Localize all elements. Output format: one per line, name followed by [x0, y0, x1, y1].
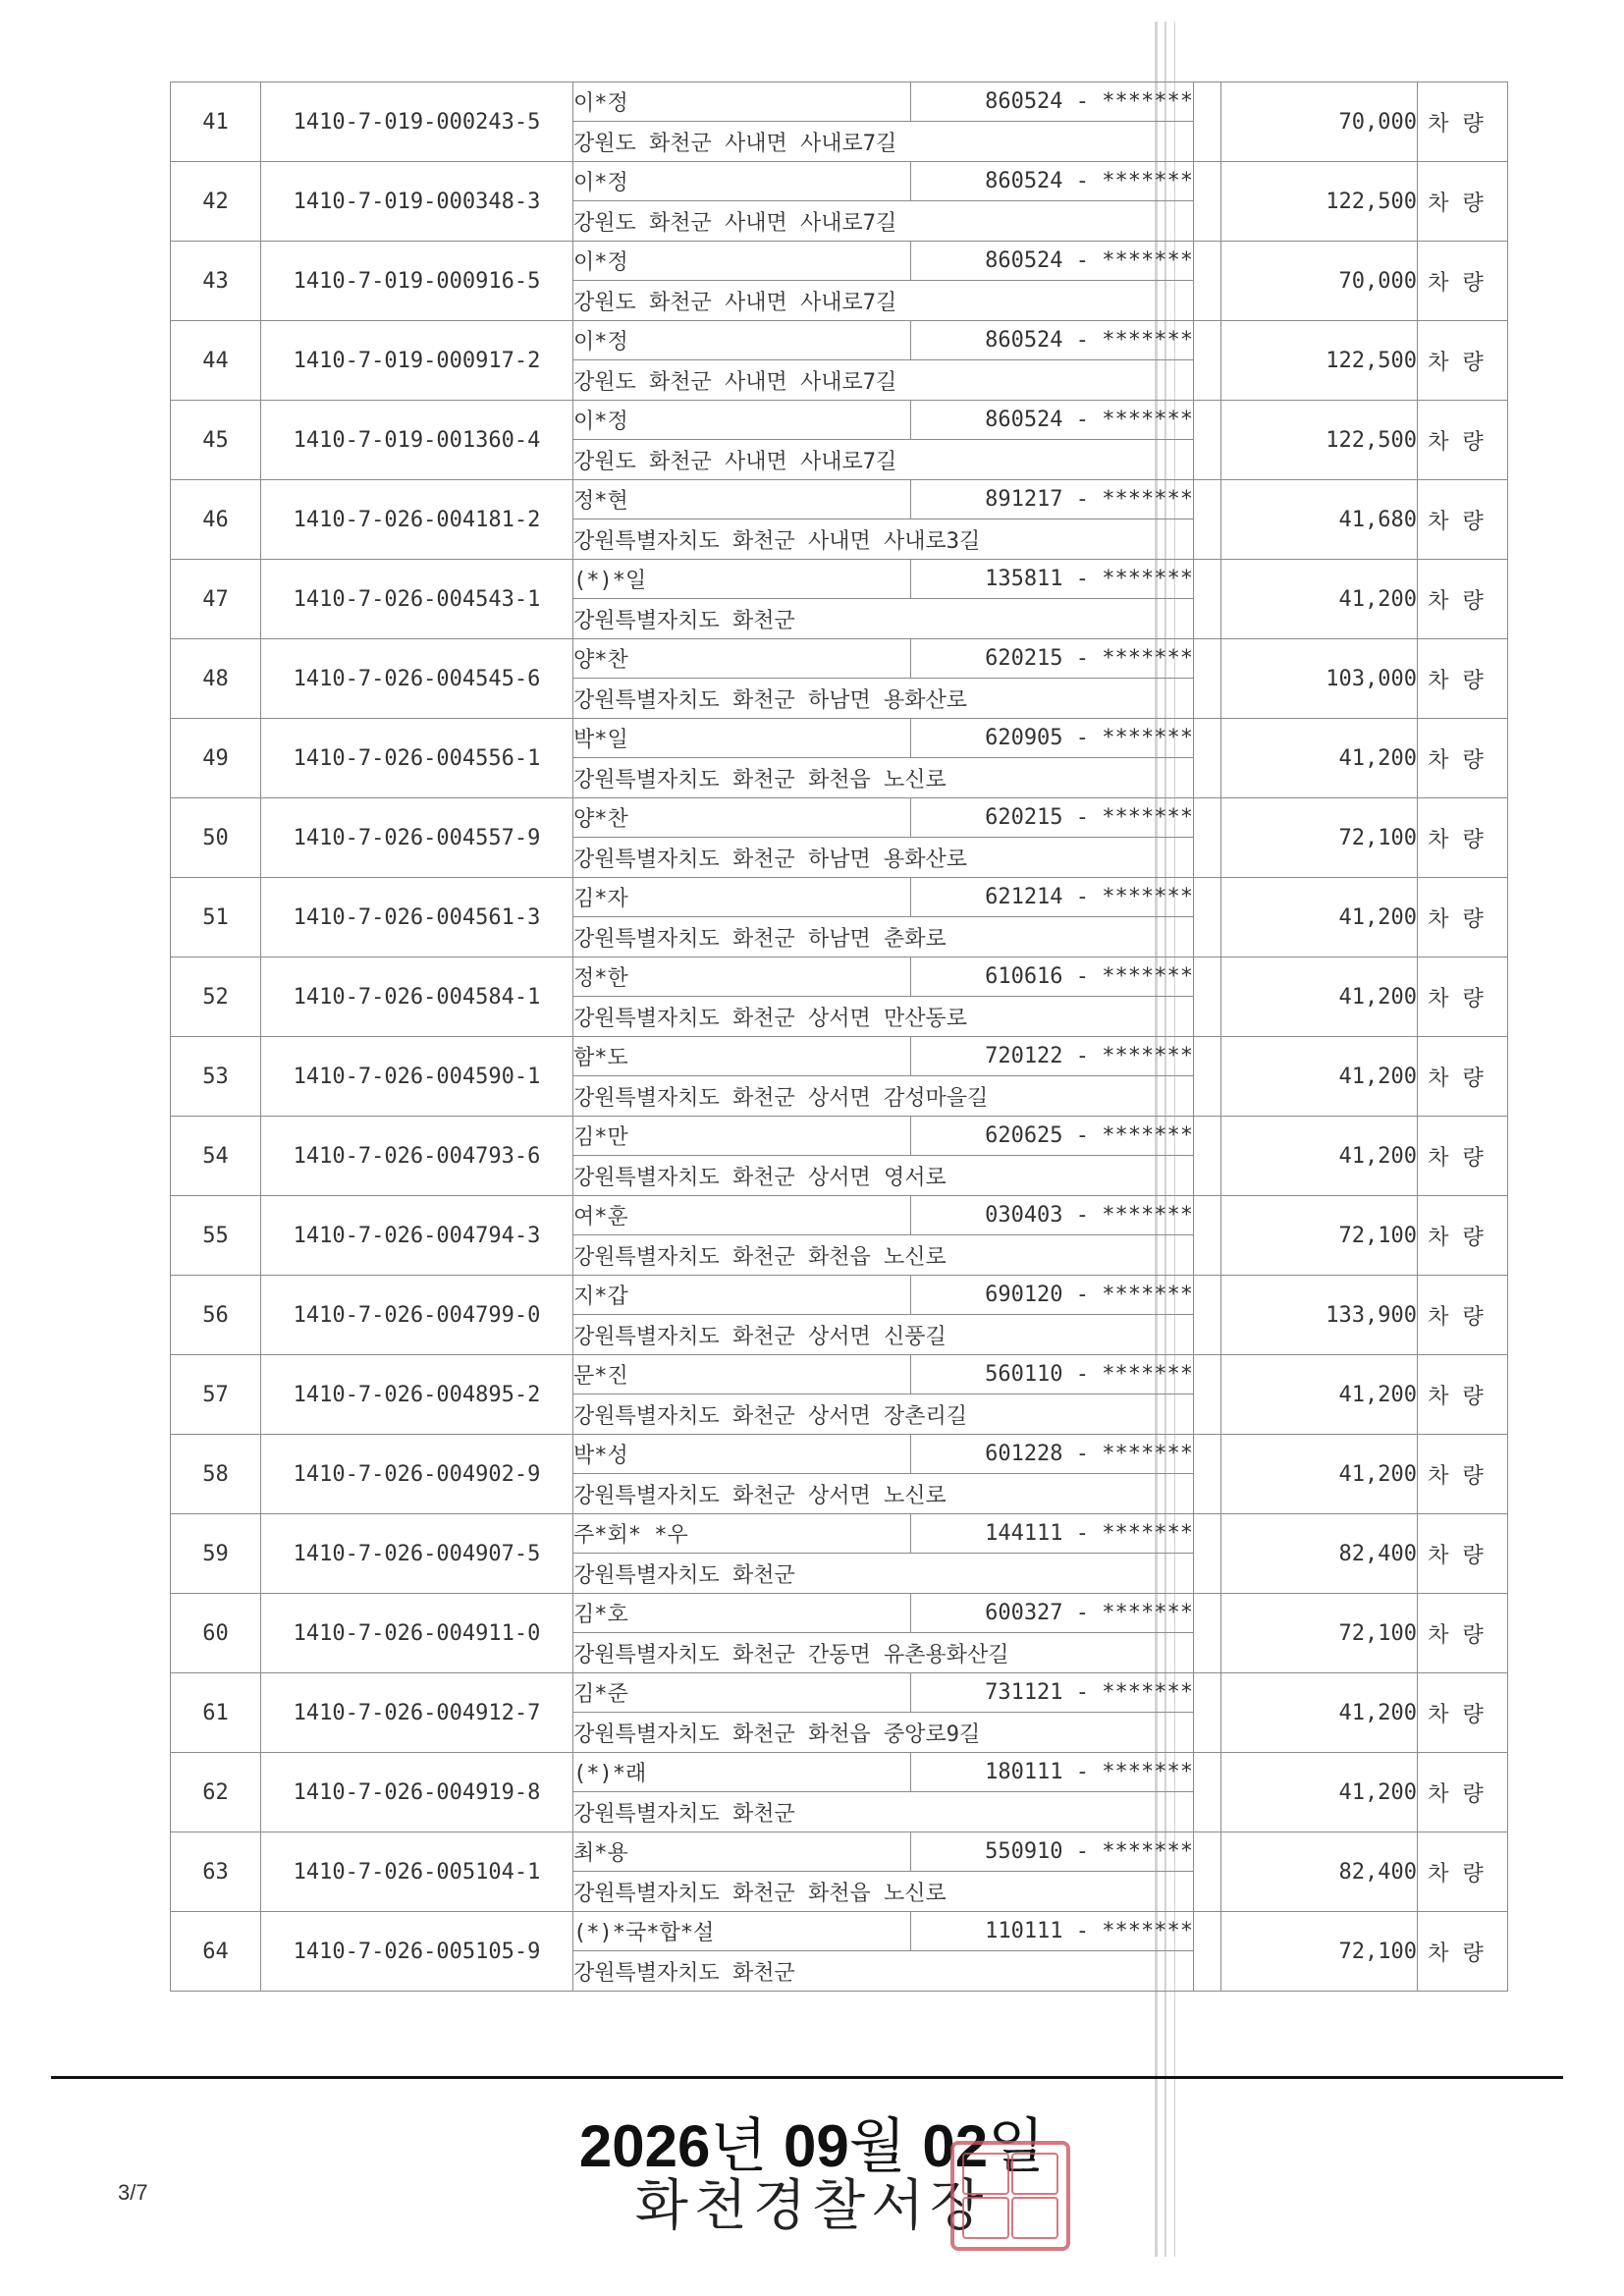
item-type: 차량 [1418, 480, 1508, 560]
owner-name: 이*정 [573, 162, 911, 201]
amount: 41,200 [1221, 560, 1418, 639]
issue-day-unit: 일 [988, 2113, 1046, 2179]
column-gap [1194, 1673, 1221, 1753]
row-number: 42 [171, 162, 261, 242]
column-gap [1194, 798, 1221, 878]
owner-address: 강원도 화천군 사내면 사내로7길 [573, 201, 1194, 242]
amount: 41,200 [1221, 957, 1418, 1037]
owner-address: 강원특별자치도 화천군 화천읍 노신로 [573, 758, 1194, 798]
owner-id-number: 720122 - ******* [911, 1037, 1194, 1076]
amount: 72,100 [1221, 1912, 1418, 1992]
account-number: 1410-7-026-005105-9 [261, 1912, 573, 1992]
owner-address: 강원특별자치도 화천군 [573, 599, 1194, 639]
row-number: 46 [171, 480, 261, 560]
owner-address: 강원특별자치도 화천군 하남면 춘화로 [573, 917, 1194, 957]
owner-id-number: 860524 - ******* [911, 162, 1194, 201]
owner-address: 강원특별자치도 화천군 하남면 용화산로 [573, 838, 1194, 878]
item-type: 차량 [1418, 401, 1508, 480]
owner-id-number: 621214 - ******* [911, 878, 1194, 917]
account-number: 1410-7-026-004907-5 [261, 1514, 573, 1594]
row-number: 50 [171, 798, 261, 878]
owner-id-number: 891217 - ******* [911, 480, 1194, 519]
owner-name: 이*정 [573, 321, 911, 360]
table-row [171, 82, 1508, 122]
item-type: 차량 [1418, 878, 1508, 957]
owner-name: 양*찬 [573, 798, 911, 838]
item-type: 차량 [1418, 1276, 1508, 1355]
amount: 70,000 [1221, 242, 1418, 321]
owner-address: 강원특별자치도 화천군 화천읍 노신로 [573, 1235, 1194, 1276]
row-number: 54 [171, 1117, 261, 1196]
column-gap [1194, 1514, 1221, 1594]
item-type: 차량 [1418, 560, 1508, 639]
table-row [171, 1435, 1508, 1474]
owner-address: 강원특별자치도 화천군 하남면 용화산로 [573, 679, 1194, 719]
table-row [171, 1753, 1508, 1792]
account-number: 1410-7-026-004902-9 [261, 1435, 573, 1514]
table-row [171, 719, 1508, 758]
item-type: 차량 [1418, 1753, 1508, 1832]
table-row [171, 560, 1508, 599]
owner-id-number: 135811 - ******* [911, 560, 1194, 599]
owner-name: (*)*래 [573, 1753, 911, 1792]
table-row [171, 1355, 1508, 1394]
owner-name: 주*회* *우 [573, 1514, 911, 1554]
item-type: 차량 [1418, 242, 1508, 321]
column-gap [1194, 719, 1221, 798]
column-gap [1194, 957, 1221, 1037]
issuer-name: 화천경찰서장 [634, 2174, 990, 2238]
amount: 82,400 [1221, 1832, 1418, 1912]
owner-address: 강원특별자치도 화천군 사내면 사내로3길 [573, 519, 1194, 560]
table-row [171, 480, 1508, 519]
owner-id-number: 030403 - ******* [911, 1196, 1194, 1235]
owner-name: 지*갑 [573, 1276, 911, 1315]
amount: 41,200 [1221, 1355, 1418, 1435]
table-row [171, 162, 1508, 201]
amount: 41,200 [1221, 1435, 1418, 1514]
table-row [171, 1037, 1508, 1076]
item-type: 차량 [1418, 639, 1508, 719]
owner-id-number: 550910 - ******* [911, 1832, 1194, 1872]
row-number: 45 [171, 401, 261, 480]
row-number: 57 [171, 1355, 261, 1435]
table-row [171, 1117, 1508, 1156]
row-number: 61 [171, 1673, 261, 1753]
owner-address: 강원특별자치도 화천군 간동면 유촌용화산길 [573, 1633, 1194, 1673]
table-row [171, 1276, 1508, 1315]
item-type: 차량 [1418, 957, 1508, 1037]
item-type: 차량 [1418, 1355, 1508, 1435]
row-number: 63 [171, 1832, 261, 1912]
account-number: 1410-7-026-004799-0 [261, 1276, 573, 1355]
owner-id-number: 560110 - ******* [911, 1355, 1194, 1394]
column-gap [1194, 1435, 1221, 1514]
amount: 82,400 [1221, 1514, 1418, 1594]
column-gap [1194, 480, 1221, 560]
item-type: 차량 [1418, 321, 1508, 401]
amount: 133,900 [1221, 1276, 1418, 1355]
owner-address: 강원특별자치도 화천군 상서면 감성마을길 [573, 1076, 1194, 1117]
amount: 72,100 [1221, 798, 1418, 878]
owner-address: 강원특별자치도 화천군 상서면 노신로 [573, 1474, 1194, 1514]
item-type: 차량 [1418, 1673, 1508, 1753]
account-number: 1410-7-026-004912-7 [261, 1673, 573, 1753]
owner-name: 정*현 [573, 480, 911, 519]
column-gap [1194, 1117, 1221, 1196]
table-row [171, 401, 1508, 440]
footer-divider [51, 2076, 1563, 2079]
owner-name: (*)*일 [573, 560, 911, 599]
amount: 41,200 [1221, 1037, 1418, 1117]
row-number: 47 [171, 560, 261, 639]
item-type: 차량 [1418, 1037, 1508, 1117]
owner-id-number: 690120 - ******* [911, 1276, 1194, 1315]
item-type: 차량 [1418, 1196, 1508, 1276]
row-number: 62 [171, 1753, 261, 1832]
amount: 41,200 [1221, 1753, 1418, 1832]
row-number: 52 [171, 957, 261, 1037]
row-number: 64 [171, 1912, 261, 1992]
owner-address: 강원도 화천군 사내면 사내로7길 [573, 281, 1194, 321]
column-gap [1194, 1594, 1221, 1673]
amount: 72,100 [1221, 1196, 1418, 1276]
column-gap [1194, 242, 1221, 321]
owner-name: (*)*국*합*설 [573, 1912, 911, 1951]
issue-month-unit: 월 [848, 2113, 906, 2179]
table-row [171, 1832, 1508, 1872]
owner-address: 강원특별자치도 화천군 화천읍 중앙로9길 [573, 1713, 1194, 1753]
owner-address: 강원도 화천군 사내면 사내로7길 [573, 122, 1194, 162]
column-gap [1194, 1196, 1221, 1276]
table-row [171, 1196, 1508, 1235]
account-number: 1410-7-019-000916-5 [261, 242, 573, 321]
issue-day: 02 [922, 2113, 989, 2179]
account-number: 1410-7-026-004543-1 [261, 560, 573, 639]
table-row [171, 957, 1508, 997]
amount: 41,200 [1221, 1673, 1418, 1753]
amount: 72,100 [1221, 1594, 1418, 1673]
account-number: 1410-7-026-004556-1 [261, 719, 573, 798]
amount: 70,000 [1221, 82, 1418, 162]
owner-address: 강원도 화천군 사내면 사내로7길 [573, 440, 1194, 480]
owner-name: 문*진 [573, 1355, 911, 1394]
account-number: 1410-7-026-004545-6 [261, 639, 573, 719]
table-row [171, 639, 1508, 679]
owner-id-number: 860524 - ******* [911, 401, 1194, 440]
owner-name: 함*도 [573, 1037, 911, 1076]
column-gap [1194, 1355, 1221, 1435]
amount: 122,500 [1221, 162, 1418, 242]
row-number: 51 [171, 878, 261, 957]
account-number: 1410-7-026-004584-1 [261, 957, 573, 1037]
owner-address: 강원도 화천군 사내면 사내로7길 [573, 360, 1194, 401]
account-number: 1410-7-026-004561-3 [261, 878, 573, 957]
owner-address: 강원특별자치도 화천군 화천읍 노신로 [573, 1872, 1194, 1912]
column-gap [1194, 162, 1221, 242]
row-number: 60 [171, 1594, 261, 1673]
account-number: 1410-7-026-004895-2 [261, 1355, 573, 1435]
owner-id-number: 620215 - ******* [911, 639, 1194, 679]
owner-name: 김*호 [573, 1594, 911, 1633]
account-number: 1410-7-026-004794-3 [261, 1196, 573, 1276]
amount: 41,200 [1221, 878, 1418, 957]
owner-name: 박*성 [573, 1435, 911, 1474]
owner-name: 이*정 [573, 401, 911, 440]
column-gap [1194, 639, 1221, 719]
owner-id-number: 620905 - ******* [911, 719, 1194, 758]
owner-id-number: 601228 - ******* [911, 1435, 1194, 1474]
row-number: 58 [171, 1435, 261, 1514]
column-gap [1194, 1912, 1221, 1992]
owner-id-number: 620215 - ******* [911, 798, 1194, 838]
table-row [171, 1594, 1508, 1633]
amount: 41,200 [1221, 719, 1418, 798]
owner-address: 강원특별자치도 화천군 상서면 장촌리길 [573, 1394, 1194, 1435]
row-number: 44 [171, 321, 261, 401]
owner-id-number: 144111 - ******* [911, 1514, 1194, 1554]
column-gap [1194, 1753, 1221, 1832]
amount: 41,680 [1221, 480, 1418, 560]
owner-name: 최*용 [573, 1832, 911, 1872]
account-number: 1410-7-019-000917-2 [261, 321, 573, 401]
item-type: 차량 [1418, 719, 1508, 798]
records-table-body [171, 82, 1508, 1992]
issue-year-unit: 년 [710, 2113, 768, 2179]
item-type: 차량 [1418, 1435, 1508, 1514]
owner-id-number: 860524 - ******* [911, 242, 1194, 281]
amount: 41,200 [1221, 1117, 1418, 1196]
item-type: 차량 [1418, 82, 1508, 162]
owner-id-number: 180111 - ******* [911, 1753, 1194, 1792]
owner-id-number: 620625 - ******* [911, 1117, 1194, 1156]
owner-name: 김*만 [573, 1117, 911, 1156]
owner-id-number: 731121 - ******* [911, 1673, 1194, 1713]
item-type: 차량 [1418, 1117, 1508, 1196]
table-row [171, 1514, 1508, 1554]
owner-name: 정*한 [573, 957, 911, 997]
official-seal-icon [950, 2141, 1070, 2251]
owner-address: 강원특별자치도 화천군 상서면 신풍길 [573, 1315, 1194, 1355]
owner-id-number: 860524 - ******* [911, 321, 1194, 360]
account-number: 1410-7-026-004911-0 [261, 1594, 573, 1673]
item-type: 차량 [1418, 798, 1508, 878]
owner-name: 이*정 [573, 242, 911, 281]
column-gap [1194, 321, 1221, 401]
column-gap [1194, 1276, 1221, 1355]
row-number: 48 [171, 639, 261, 719]
owner-address: 강원특별자치도 화천군 상서면 영서로 [573, 1156, 1194, 1196]
row-number: 53 [171, 1037, 261, 1117]
item-type: 차량 [1418, 1514, 1508, 1594]
account-number: 1410-7-026-004557-9 [261, 798, 573, 878]
account-number: 1410-7-019-001360-4 [261, 401, 573, 480]
account-number: 1410-7-026-005104-1 [261, 1832, 573, 1912]
owner-name: 양*찬 [573, 639, 911, 679]
owner-address: 강원특별자치도 화천군 [573, 1554, 1194, 1594]
column-gap [1194, 82, 1221, 162]
amount: 103,000 [1221, 639, 1418, 719]
account-number: 1410-7-026-004793-6 [261, 1117, 573, 1196]
item-type: 차량 [1418, 1594, 1508, 1673]
column-gap [1194, 560, 1221, 639]
row-number: 59 [171, 1514, 261, 1594]
account-number: 1410-7-019-000243-5 [261, 82, 573, 162]
column-gap [1194, 401, 1221, 480]
owner-address: 강원특별자치도 화천군 상서면 만산동로 [573, 997, 1194, 1037]
owner-address: 강원특별자치도 화천군 [573, 1792, 1194, 1832]
table-row [171, 878, 1508, 917]
item-type: 차량 [1418, 1912, 1508, 1992]
column-gap [1194, 1037, 1221, 1117]
row-number: 49 [171, 719, 261, 798]
owner-id-number: 600327 - ******* [911, 1594, 1194, 1633]
issue-month: 09 [784, 2113, 849, 2179]
column-gap [1194, 878, 1221, 957]
issue-year: 2026 [578, 2113, 711, 2179]
account-number: 1410-7-026-004181-2 [261, 480, 573, 560]
row-number: 56 [171, 1276, 261, 1355]
row-number: 55 [171, 1196, 261, 1276]
table-row [171, 798, 1508, 838]
account-number: 1410-7-019-000348-3 [261, 162, 573, 242]
owner-id-number: 860524 - ******* [911, 82, 1194, 122]
owner-name: 여*훈 [573, 1196, 911, 1235]
item-type: 차량 [1418, 1832, 1508, 1912]
owner-address: 강원특별자치도 화천군 [573, 1951, 1194, 1992]
row-number: 43 [171, 242, 261, 321]
owner-name: 김*자 [573, 878, 911, 917]
table-row [171, 1912, 1508, 1951]
owner-id-number: 610616 - ******* [911, 957, 1194, 997]
item-type: 차량 [1418, 162, 1508, 242]
owner-name: 박*일 [573, 719, 911, 758]
records-table [170, 82, 1508, 1992]
amount: 122,500 [1221, 321, 1418, 401]
account-number: 1410-7-026-004919-8 [261, 1753, 573, 1832]
owner-name: 김*준 [573, 1673, 911, 1713]
column-gap [1194, 1832, 1221, 1912]
owner-name: 이*정 [573, 82, 911, 122]
owner-id-number: 110111 - ******* [911, 1912, 1194, 1951]
account-number: 1410-7-026-004590-1 [261, 1037, 573, 1117]
table-row [171, 1673, 1508, 1713]
table-row [171, 321, 1508, 360]
row-number: 41 [171, 82, 261, 162]
page-number: 3/7 [118, 2180, 148, 2205]
amount: 122,500 [1221, 401, 1418, 480]
table-row [171, 242, 1508, 281]
